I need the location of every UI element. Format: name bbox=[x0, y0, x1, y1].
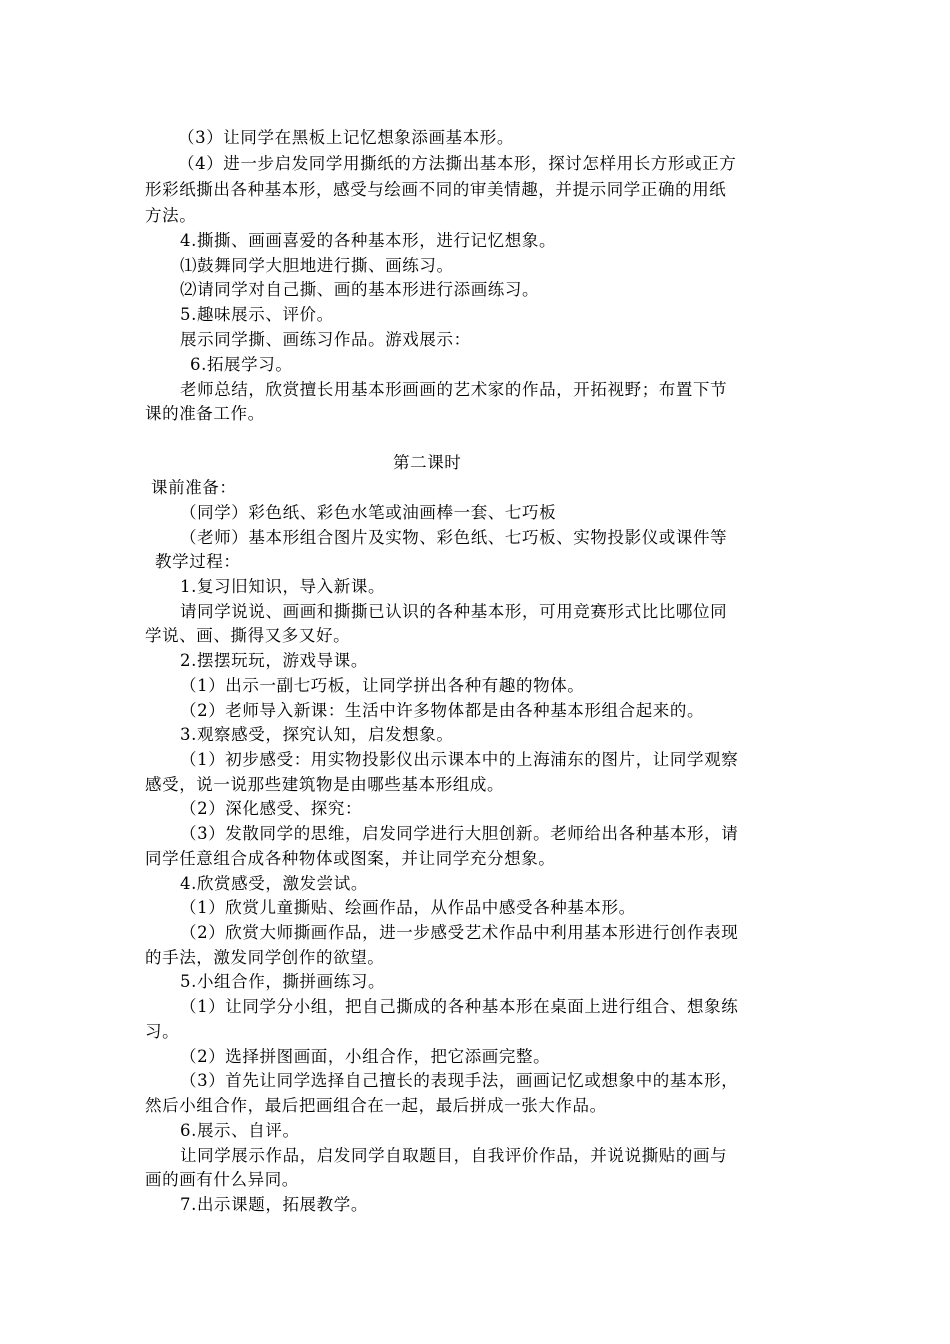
text-line: 4.欣赏感受，激发尝试。 bbox=[180, 874, 368, 893]
text-line: 2.摆摆玩玩，游戏导课。 bbox=[180, 651, 368, 670]
text-line: （3）发散同学的思维，启发同学进行大胆创新。老师给出各种基本形，请 bbox=[180, 824, 739, 843]
text-line: （老师）基本形组合图片及实物、彩色纸、七巧板、实物投影仪或课件等 bbox=[180, 528, 728, 547]
text-line: （3）首先让同学选择自己擅长的表现手法，画画记忆或想象中的基本形， bbox=[180, 1071, 739, 1090]
text-line: ⑴鼓舞同学大胆地进行撕、画练习。 bbox=[180, 256, 454, 275]
text-line: （2）老师导入新课：生活中许多物体都是由各种基本形组合起来的。 bbox=[180, 701, 705, 720]
text-line: 的手法，激发同学创作的欲望。 bbox=[145, 948, 385, 967]
text-line: 6.拓展学习。 bbox=[190, 355, 293, 374]
text-line: （4）进一步启发同学用撕纸的方法撕出基本形，探讨怎样用长方形或正方 bbox=[178, 154, 737, 173]
text-line: 习。 bbox=[145, 1022, 180, 1041]
text-line: （2）选择拼图画面，小组合作，把它添画完整。 bbox=[180, 1047, 551, 1066]
text-line: （2）欣赏大师撕画作品，进一步感受艺术作品中利用基本形进行创作表现 bbox=[180, 923, 739, 942]
text-line: （1）欣赏儿童撕贴、绘画作品，从作品中感受各种基本形。 bbox=[180, 898, 636, 917]
text-line: 课的准备工作。 bbox=[145, 404, 265, 423]
text-line: 老师总结，欣赏擅长用基本形画画的艺术家的作品，开拓视野；布置下节 bbox=[180, 380, 728, 399]
text-line: 4.撕撕、画画喜爱的各种基本形，进行记忆想象。 bbox=[180, 231, 557, 250]
text-line: 方法。 bbox=[145, 206, 197, 225]
text-line: 请同学说说、画画和撕撕已认识的各种基本形，可用竞赛形式比比哪位同 bbox=[180, 602, 728, 621]
text-line: 展示同学撕、画练习作品。游戏展示： bbox=[180, 330, 471, 349]
text-line: 感受，说一说那些建筑物是由哪些基本形组成。 bbox=[145, 775, 505, 794]
text-line: 3.观察感受，探究认知，启发想象。 bbox=[180, 725, 454, 744]
text-line: 1.复习旧知识，导入新课。 bbox=[180, 577, 386, 596]
text-line: 教学过程： bbox=[155, 552, 241, 571]
text-line: （3）让同学在黑板上记忆想象添画基本形。 bbox=[178, 128, 514, 147]
text-line: ⑵请同学对自己撕、画的基本形进行添画练习。 bbox=[180, 280, 540, 299]
text-line: 学说、画、撕得又多又好。 bbox=[145, 626, 351, 645]
text-line: 5.趣味展示、评价。 bbox=[180, 305, 334, 324]
text-line: （同学）彩色纸、彩色水笔或油画棒一套、七巧板 bbox=[180, 503, 557, 522]
text-line: 同学任意组合成各种物体或图案，并让同学充分想象。 bbox=[145, 849, 556, 868]
text-line: 让同学展示作品，启发同学自取题目，自我评价作品，并说说撕贴的画与 bbox=[180, 1146, 728, 1165]
text-line: 画的画有什么异同。 bbox=[145, 1170, 299, 1189]
text-line: （1）初步感受：用实物投影仪出示课本中的上海浦东的图片，让同学观察 bbox=[180, 750, 739, 769]
text-line: （1）出示一副七巧板，让同学拼出各种有趣的物体。 bbox=[180, 676, 585, 695]
text-line: 然后小组合作，最后把画组合在一起，最后拼成一张大作品。 bbox=[145, 1096, 607, 1115]
text-line: 课前准备： bbox=[151, 478, 237, 497]
text-line: 形彩纸撕出各种基本形，感受与绘画不同的审美情趣，并提示同学正确的用纸 bbox=[145, 180, 727, 199]
text-line: 5.小组合作，撕拼画练习。 bbox=[180, 972, 386, 991]
section-title: 第二课时 bbox=[393, 453, 462, 472]
text-line: （1）让同学分小组，把自己撕成的各种基本形在桌面上进行组合、想象练 bbox=[180, 997, 739, 1016]
text-line: 6.展示、自评。 bbox=[180, 1121, 300, 1140]
text-line: （2）深化感受、探究： bbox=[180, 799, 363, 818]
text-line: 7.出示课题，拓展教学。 bbox=[180, 1195, 368, 1214]
